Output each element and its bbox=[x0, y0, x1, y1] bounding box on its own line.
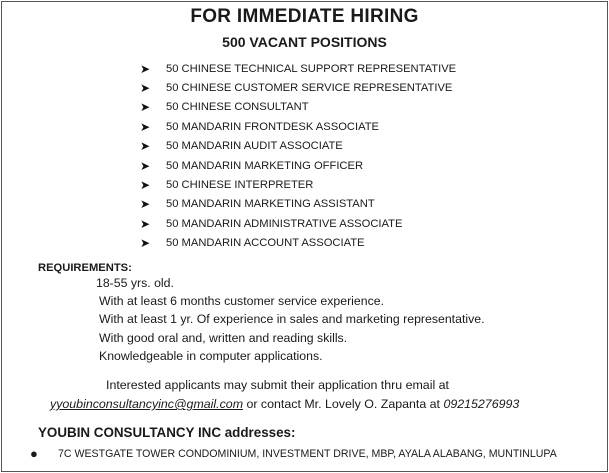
contact-line bbox=[50, 397, 519, 411]
positions-list bbox=[140, 59, 456, 253]
arrowhead-icon: ➤ bbox=[140, 81, 151, 96]
position-label: 50 MANDARIN ACCOUNT ASSOCIATE bbox=[166, 237, 365, 250]
arrowhead-icon: ➤ bbox=[140, 236, 151, 251]
list-item bbox=[140, 195, 456, 214]
list-item bbox=[140, 117, 456, 136]
address-text: 7C WESTGATE TOWER CONDOMINIUM, INVESTMENT DRIVE, MBP, AYALA ALABANG, MUNTINLUPA bbox=[58, 447, 557, 460]
position-label: 50 CHINESE INTERPRETER bbox=[166, 179, 314, 192]
arrowhead-icon: ➤ bbox=[140, 119, 151, 134]
requirement-item: 18-55 yrs. old. bbox=[96, 276, 174, 290]
list-item bbox=[140, 175, 456, 194]
position-label: 50 MANDARIN MARKETING OFFICER bbox=[166, 159, 364, 172]
phone-number: 09215276993 bbox=[443, 397, 520, 411]
position-label: 50 CHINESE TECHNICAL SUPPORT REPRESENTATIVE bbox=[166, 62, 457, 75]
arrowhead-icon: ➤ bbox=[140, 100, 151, 115]
requirement-item: With at least 6 months customer service experience. bbox=[99, 294, 384, 309]
application-instructions: Interested applicants may submit their application thru email at bbox=[106, 378, 449, 392]
bullet-icon: ● bbox=[30, 446, 38, 461]
arrowhead-icon: ➤ bbox=[140, 139, 151, 154]
requirements-list bbox=[94, 276, 485, 367]
requirement-item: With at least 1 yr. Of experience in sales and marketing representative. bbox=[99, 312, 485, 327]
list-item bbox=[140, 214, 456, 233]
list-item bbox=[140, 137, 456, 156]
list-item bbox=[140, 98, 456, 117]
position-label: 50 MANDARIN ADMINISTRATIVE ASSOCIATE bbox=[166, 217, 403, 230]
position-label: 50 CHINESE CONSULTANT bbox=[166, 101, 309, 114]
requirement-item: Knowledgeable in computer applications. bbox=[99, 348, 323, 363]
address-item bbox=[30, 446, 557, 461]
arrowhead-icon: ➤ bbox=[140, 158, 151, 173]
page-subtitle: 500 VACANT POSITIONS bbox=[222, 34, 387, 50]
addresses-heading: YOUBIN CONSULTANCY INC addresses: bbox=[38, 425, 296, 440]
page-title: FOR IMMEDIATE HIRING bbox=[190, 6, 419, 27]
arrowhead-icon: ➤ bbox=[140, 216, 151, 231]
contact-text: or contact Mr. Lovely O. Zapanta at bbox=[243, 397, 444, 411]
list-item bbox=[140, 234, 456, 253]
list-item bbox=[140, 156, 456, 175]
position-label: 50 MANDARIN MARKETING ASSISTANT bbox=[166, 198, 375, 211]
list-item bbox=[140, 78, 456, 97]
position-label: 50 MANDARIN FRONTDESK ASSOCIATE bbox=[166, 120, 380, 133]
arrowhead-icon: ➤ bbox=[140, 197, 151, 212]
list-item bbox=[140, 59, 456, 78]
email-link[interactable]: yyoubinconsultancyinc@gmail.com bbox=[50, 397, 244, 411]
position-label: 50 MANDARIN AUDIT ASSOCIATE bbox=[166, 140, 343, 153]
arrowhead-icon: ➤ bbox=[140, 178, 151, 193]
position-label: 50 CHINESE CUSTOMER SERVICE REPRESENTATIVE bbox=[166, 82, 453, 95]
requirements-heading: REQUIREMENTS: bbox=[38, 262, 132, 274]
requirement-item: With good oral and, written and reading skills. bbox=[99, 330, 348, 345]
arrowhead-icon: ➤ bbox=[140, 61, 151, 76]
